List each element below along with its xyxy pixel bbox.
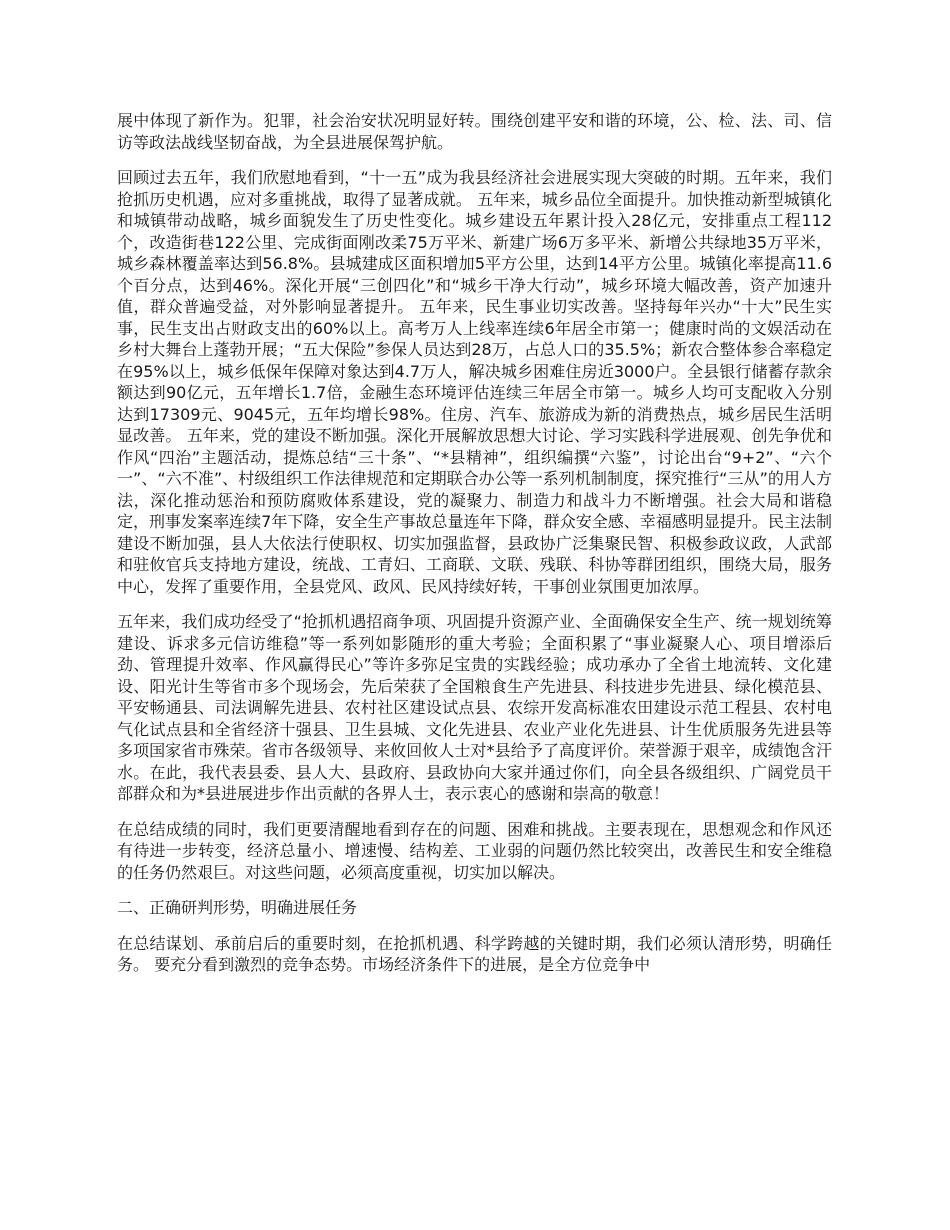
section-heading: 二、正确研判形势，明确进展任务 [117,898,358,917]
paragraph-2: 回顾过去五年，我们欣慰地看到，“十一五”成为我县经济社会进展实现大突破的时期。五年来，我们抢抓历史机遇，应对多重挑战，取得了显著成就。 五年来，城乡品位全面提升。加快推动新型城镇化和城镇带动战略，城乡面貌发生了历史性变化。城乡建设五年累计投入28亿元，安排重点工程112个，改造街巷122公里、完成街面刚改柔75万平米、新建广场6万多平米、新增公共绿地35万平米，城乡森林覆盖率达到56.8%。县城建成区面积增加5平方公里，达到14平方公里。城镇化率提高11.6个百分点，达到46%。深化开展“三创四化”和“城乡干净大行动”，城乡环境大幅改善，资产加速升值，群众普遍受益，对外影响显著提升。 五年来，民生事业切实改善。坚持每年兴办“十大”民生实事，民生支出占财政支出的60%以上。高考万人上线率连续6年居全市第一；健康时尚的文娱活动在乡村大舞台上蓬勃开展；“五大保险”参保人员达到28万，占总人口的35.5%；新农合整体参合率稳定在95%以上，城乡低保年保障对象达到4.7万人，解决城乡困难住房近3000户。全县银行储蓄存款余额达到90亿元，五年增长1.7倍，金融生态环境评估连续三年居全市第一。城乡人均可支配收入分别达到17309元、9045元，五年均增长98%。住房、汽车、旅游成为新的消费热点，城乡居民生活明显改善。 五年来，党的建设不断加强。深化开展解放思想大讨论、学习实践科学进展观、创先争优和作风“四治”主题活动，提炼总结“三十条”、“*县精神”，组织编撰“六鉴”，讨论出台“9+2”、“六个一”、“六不准”、村级组织工作法律规范和定期联合办公等一系列机制制度，探究推行“三从”的用人方法，深化推动惩治和预防腐败体系建设，党的凝聚力、制造力和战斗力不断增强。社会大局和谐稳定，刑事发案率连续7年下降，安全生产事故总量连年下降，群众安全感、幸福感明显提升。民主法制建设不断加强，县人大依法行使职权、切实加强监督，县政协广泛集聚民智、积极参政议政，人武部和驻攸官兵支持地方建设，统战、工青妇、工商联、文联、残联、科协等群团组织，围绕大局，服务中心，发挥了重要作用，全县党风、政风、民风持续好转，干事创业氛围更加浓厚。 [117,168,832,596]
paragraph-1: 展中体现了新作为。犯罪，社会治安状况明显好转。围绕创建平安和谐的环境，公、检、法、司、信访等政法战线坚韧奋战，为全县进展保驾护航。 [117,111,832,152]
paragraph-3: 五年来，我们成功经受了“抢抓机遇招商争项、巩固提升资源产业、全面确保安全生产、统一规划统筹建设、诉求多元信访维稳”等一系列如影随形的重大考验；全面积累了“事业凝聚人心、项目增添后劲、管理提升效率、作风赢得民心”等许多弥足宝贵的实践经验；成功承办了全省土地流转、文化建设、阳光计生等省市多个现场会，先后荣获了全国粮食生产先进县、科技进步先进县、绿化模范县、平安畅通县、司法调解先进县、农村社区建设试点县、农综开发高标准农田建设示范工程县、农村电气化试点县和全省经济十强县、卫生县城、文化先进县、农业产业化先进县、计生优质服务先进县等多项国家省市殊荣。省市各级领导、来攸回攸人士对*县给予了高度评价。荣誉源于艰辛，成绩饱含汗水。在此，我代表县委、县人大、县政府、县政协向大家并通过你们，向全县各级组织、广阔党员干部群众和为*县进展进步作出贡献的各界人士，表示衷心的感谢和崇高的敬意！ [117,612,832,803]
document-body [117,110,832,990]
paragraph-4: 在总结成绩的同时，我们更要清醒地看到存在的问题、困难和挑战。主要表现在，思想观念和作风还有待进一步转变，经济总量小、增速慢、结构差、工业弱的问题仍然比较突出，改善民生和安全维稳的任务仍然艰巨。对这些问题，必须高度重视，切实加以解决。 [117,819,832,882]
paragraph-5: 在总结谋划、承前启后的重要时刻，在抢抓机遇、科学跨越的关键时期，我们必须认清形势，明确任务。 要充分看到激烈的竞争态势。市场经济条件下的进展，是全方位竞争中 [117,933,832,974]
